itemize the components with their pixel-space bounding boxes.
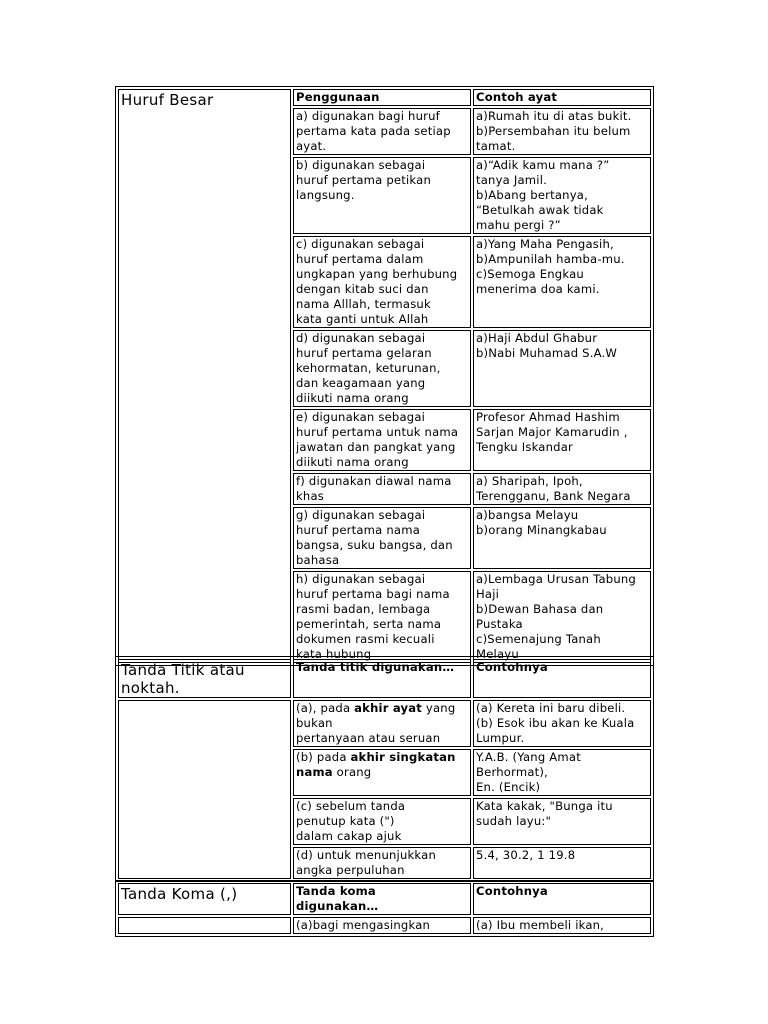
text-line: sudah layu:" (476, 814, 552, 828)
text-line: tamat. (476, 139, 516, 153)
text-line: pemerintah, serta nama (296, 617, 442, 631)
text-line: b) digunakan sebagai (296, 158, 426, 172)
text-line: (a) Kereta ini baru dibeli. (476, 701, 626, 715)
header-contohnya: Contohnya (473, 883, 651, 915)
text-line: menerima doa kami. (476, 282, 600, 296)
header-penggunaan: Penggunaan (293, 89, 471, 106)
text-line (296, 701, 469, 716)
text-line: Sarjan Major Kamarudin , (476, 425, 628, 439)
example-cell (473, 507, 651, 569)
empty-cell (118, 700, 291, 879)
text-line: 5.4, 30.2, 1 19.8 (476, 848, 576, 862)
text-line: b)Nabi Muhamad S.A.W (476, 346, 618, 360)
usage-cell (293, 473, 471, 505)
text-line: dan keagamaan yang (296, 376, 426, 390)
usage-cell (293, 700, 471, 747)
text-line: a) digunakan bagi huruf (296, 109, 440, 123)
text-line: Melayu (476, 647, 519, 661)
header-contoh-ayat: Contoh ayat (473, 89, 651, 106)
usage-cell (293, 571, 471, 663)
header-tanda-titik-digunakan: Tanda titik digunakan… (293, 659, 471, 698)
text-line: a)“Adik kamu mana ?” (476, 158, 610, 172)
usage-cell (293, 157, 471, 234)
text-line: ungkapan yang berhubung (296, 267, 458, 281)
text-line: a)Yang Maha Pengasih, (476, 237, 614, 251)
text-line (296, 750, 469, 765)
tanda-koma-title: Tanda Koma (,) (118, 883, 291, 915)
example-cell (473, 847, 651, 879)
text-line: Y.A.B. (Yang Amat (476, 750, 581, 764)
text-line: a) Sharipah, Ipoh, (476, 474, 583, 488)
example-cell (473, 798, 651, 845)
example-cell (473, 571, 651, 663)
text-line: huruf pertama bagi nama (296, 587, 450, 601)
text-line: d) digunakan sebagai (296, 331, 426, 345)
text-line: (c) sebelum tanda (296, 799, 406, 813)
text-line: Kata kakak, "Bunga itu (476, 799, 613, 813)
usage-cell (293, 798, 471, 845)
text-line: b)Persembahan itu belum (476, 124, 631, 138)
text-line: huruf pertama gelaran (296, 346, 432, 360)
text-line: dokumen rasmi kecuali (296, 632, 435, 646)
table-header-row (118, 89, 651, 106)
text-line: a)bangsa Melayu (476, 508, 579, 522)
usage-cell (293, 847, 471, 879)
example-cell (473, 157, 651, 234)
text-line: a)Haji Abdul Ghabur (476, 331, 598, 345)
example-cell (473, 749, 651, 796)
example-cell: (a) Ibu membeli ikan, (473, 917, 651, 934)
text-line: (b) Esok ibu akan ke Kuala (476, 716, 635, 730)
text-line: a)Lembaga Urusan Tabung (476, 572, 636, 586)
text-line: kehormatan, keturunan, (296, 361, 441, 375)
text-line: En. (Encik) (476, 780, 541, 794)
text-line: bukan (296, 716, 333, 730)
text-line: kata hubung (296, 647, 372, 661)
table-row (118, 700, 651, 747)
text-line: diikuti nama orang (296, 455, 409, 469)
usage-cell (293, 108, 471, 155)
header-tanda-koma-digunakan (293, 883, 471, 915)
text-line: pertanyaan atau seruan (296, 731, 441, 745)
text-line: digunakan… (296, 899, 379, 913)
text-line: dengan kitab suci dan (296, 282, 429, 296)
tanda-koma-table (115, 880, 654, 937)
header-contohnya: Contohnya (473, 659, 651, 698)
usage-cell (293, 330, 471, 407)
text-fragment: yang (422, 701, 456, 715)
usage-cell: (a)bagi mengasingkan (293, 917, 471, 934)
table-header-row (118, 659, 651, 698)
text-line: Lumpur. (476, 731, 525, 745)
text-line: Haji (476, 587, 500, 601)
text-line: huruf pertama dalam (296, 252, 424, 266)
text-line: bangsa, suku bangsa, dan (296, 538, 453, 552)
text-line: Pustaka (476, 617, 523, 631)
text-line: huruf pertama nama (296, 523, 421, 537)
huruf-besar-table (115, 86, 654, 666)
text-line: huruf pertama untuk nama (296, 425, 459, 439)
text-line: diikuti nama orang (296, 391, 409, 405)
example-cell (473, 236, 651, 328)
usage-cell (293, 507, 471, 569)
text-line: c)Semoga Engkau (476, 267, 584, 281)
huruf-besar-title: Huruf Besar (118, 89, 291, 663)
example-cell (473, 108, 651, 155)
text-line: Profesor Ahmad Hashim (476, 410, 620, 424)
text-line: angka perpuluhan (296, 863, 405, 877)
example-cell (473, 330, 651, 407)
text-line: h) digunakan sebagai (296, 572, 426, 586)
tanda-titik-table (115, 656, 654, 882)
text-line: nama Alllah, termasuk (296, 297, 431, 311)
text-line: dalam cakap ajuk (296, 829, 402, 843)
text-line: huruf pertama petikan (296, 173, 431, 187)
empty-cell (118, 917, 291, 934)
text-line: f) digunakan diawal nama (296, 474, 452, 488)
text-line: tanya Jamil. (476, 173, 547, 187)
text-line (296, 765, 469, 780)
table-header-row (118, 883, 651, 915)
tanda-titik-title: Tanda Titik atau noktah. (118, 659, 291, 698)
text-line: Tanda koma (296, 884, 376, 898)
text-line: b)orang Minangkabau (476, 523, 607, 537)
text-line: c)Semenajung Tanah (476, 632, 601, 646)
text-fragment: (b) pada (296, 750, 351, 764)
text-line: e) digunakan sebagai (296, 410, 426, 424)
text-line: mahu pergi ?” (476, 218, 561, 232)
text-line: b)Ampunilah hamba-mu. (476, 252, 625, 266)
text-line: b)Abang bertanya, (476, 188, 588, 202)
bold-text: akhir ayat (354, 701, 423, 715)
text-fragment: (a), pada (296, 701, 355, 715)
example-cell (473, 700, 651, 747)
usage-cell (293, 236, 471, 328)
text-line: penutup kata (") (296, 814, 395, 828)
text-line: bahasa (296, 553, 340, 567)
example-cell (473, 473, 651, 505)
table-row (118, 917, 651, 934)
text-line: pertama kata pada setiap (296, 124, 451, 138)
text-line: kata ganti untuk Allah (296, 312, 429, 326)
bold-text: akhir singkatan (350, 750, 456, 764)
text-line: khas (296, 489, 325, 503)
text-line: “Betulkah awak tidak (476, 203, 604, 217)
text-line: rasmi badan, lembaga (296, 602, 431, 616)
text-line: Tengku Iskandar (476, 440, 573, 454)
usage-cell (293, 409, 471, 471)
text-line: g) digunakan sebagai (296, 508, 426, 522)
text-line: ayat. (296, 139, 327, 153)
text-line: a)Rumah itu di atas bukit. (476, 109, 632, 123)
text-line: b)Dewan Bahasa dan (476, 602, 604, 616)
usage-cell (293, 749, 471, 796)
example-cell (473, 409, 651, 471)
text-line: Terengganu, Bank Negara (476, 489, 631, 503)
text-line: Berhormat), (476, 765, 549, 779)
text-line: jawatan dan pangkat yang (296, 440, 456, 454)
text-line: (d) untuk menunjukkan (296, 848, 436, 862)
text-line: langsung. (296, 188, 355, 202)
bold-text: nama (296, 765, 333, 779)
text-line: c) digunakan sebagai (296, 237, 425, 251)
text-fragment: orang (332, 765, 372, 779)
